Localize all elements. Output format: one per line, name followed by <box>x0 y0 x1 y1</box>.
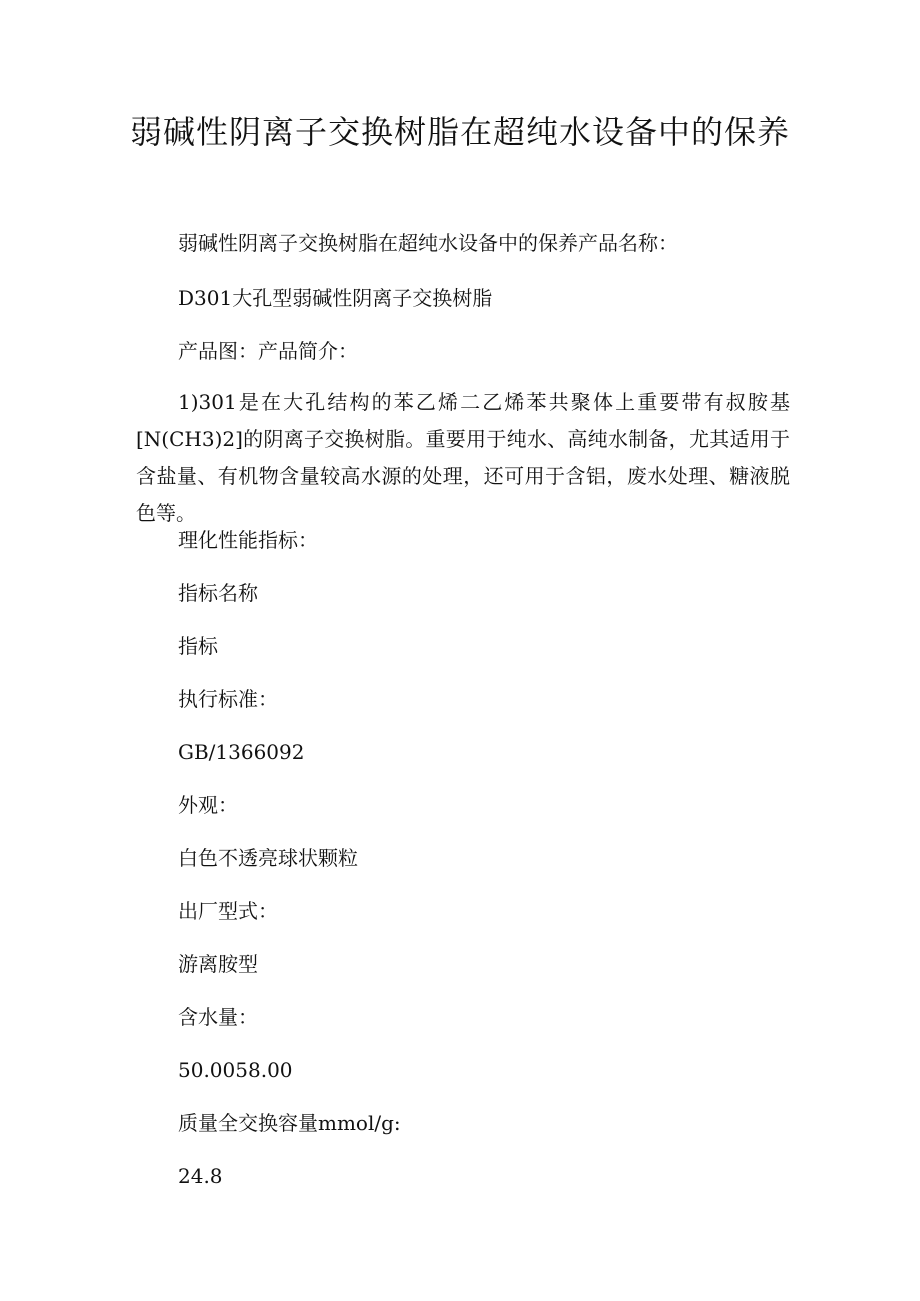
document-title: 弱碱性阴离子交换树脂在超纯水设备中的保养 <box>130 113 791 151</box>
spec-line-index: 指标 <box>178 634 218 658</box>
spec-line-standard-value: GB/1366092 <box>178 740 305 764</box>
spec-line-water-label: 含水量： <box>178 1005 258 1029</box>
intro-paragraph: 1)301是在大孔结构的苯乙烯二乙烯苯共聚体上重要带有叔胺基[N(CH3)2]的阴离子交换树脂。重要用于纯水、高纯水制备，尤其适用于含盐量、有机物含量较高水源的处理，还可用于含铝，废水处理、糖液脱色等。 <box>136 390 790 525</box>
spec-line-index-name: 指标名称 <box>178 581 258 605</box>
spec-line-form-label: 出厂型式： <box>178 899 278 923</box>
spec-line-properties: 理化性能指标： <box>178 528 318 552</box>
product-name-line: 弱碱性阴离子交换树脂在超纯水设备中的保养产品名称： <box>178 231 678 255</box>
product-model-line: D301大孔型弱碱性阴离子交换树脂 <box>178 286 493 310</box>
spec-line-water-value: 50.0058.00 <box>178 1058 293 1082</box>
spec-line-appearance-label: 外观： <box>178 793 238 817</box>
spec-line-capacity-label: 质量全交换容量mmol/g: <box>178 1111 401 1135</box>
spec-line-standard-label: 执行标准： <box>178 687 278 711</box>
spec-line-capacity-value: 24.8 <box>178 1164 223 1188</box>
spec-line-appearance-value: 白色不透亮球状颗粒 <box>178 846 358 870</box>
spec-line-form-value: 游离胺型 <box>178 952 258 976</box>
product-intro-heading: 产品图：产品简介： <box>178 339 358 363</box>
